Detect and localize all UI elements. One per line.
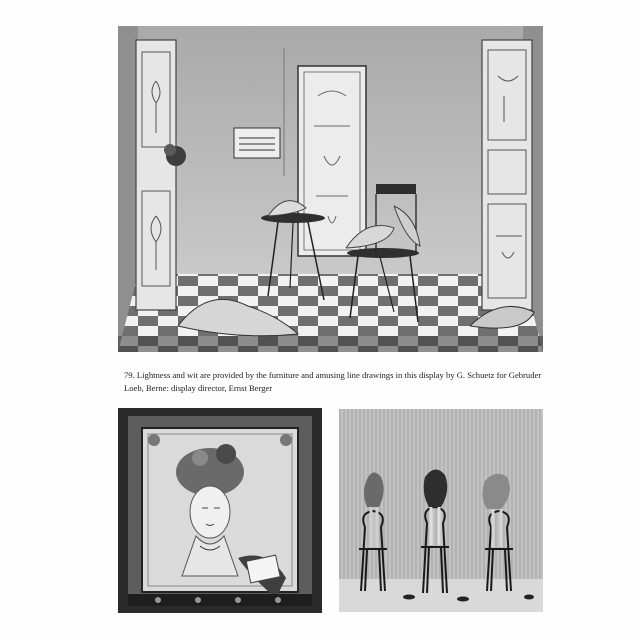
- display-photo-lady-portrait: [118, 408, 322, 613]
- figure-caption: 79. Lightness and wit are provided by the furniture and amusing line drawings in this display by G. Schuetz for Gebruder Loeb, Berne: display director, Ernst Berger: [124, 370, 542, 393]
- display-photo-main: [118, 26, 543, 352]
- display-photo-chairs: [339, 409, 543, 612]
